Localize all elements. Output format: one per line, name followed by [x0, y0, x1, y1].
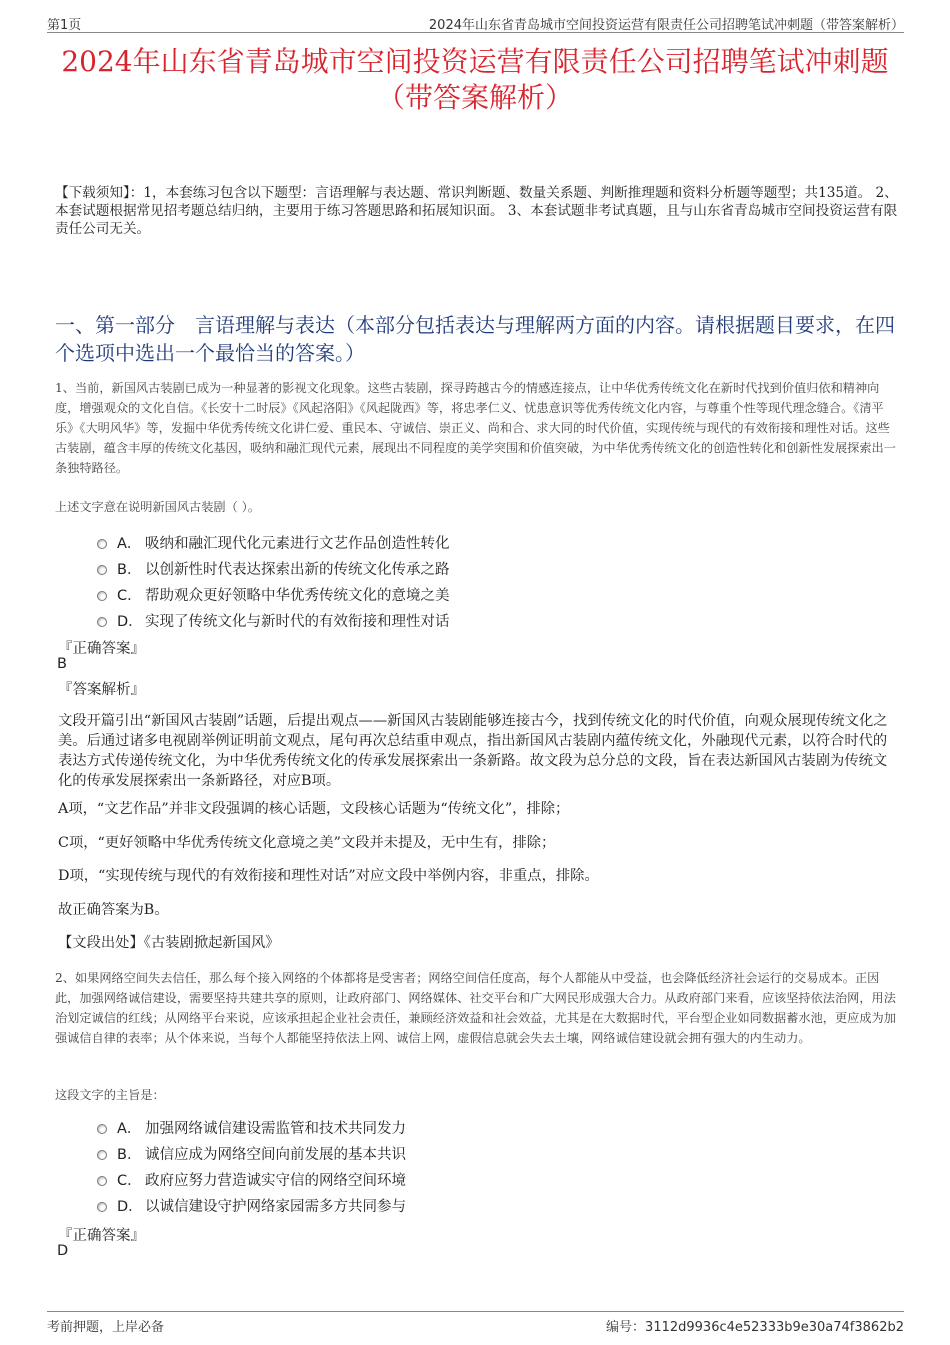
radio-icon[interactable] — [97, 1124, 107, 1134]
question-2-prompt: 这段文字的主旨是： — [55, 1088, 165, 1102]
question-1-prompt: 上述文字意在说明新国风古装剧（ ）。 — [55, 500, 260, 514]
question-2-text: 2、如果网络空间失去信任，那么每个接入网络的个体都将是受害者；网络空间信任度高，每个人都能从中受益，也会降低经济社会运行的交易成本。正因此，加强网络诚信建设，需要坚持共建共享的原则，让政府部门、网络媒体、社交平台和广大网民形成强大合力。从政府部门来看，应该坚持依法治网，用法治划定诚信的红线；从网络平台来说，应该承担起企业社会责任，兼顾经济效益和社会效益，尤其是在大数据时代，平台型企业如同数据蓄水池，更应成为加强诚信自律的表率；从个体来说，当每个人都能坚持依法上网、诚信上网，虚假信息就会失去土壤，网络诚信建设就会拥有强大的内生动力。 — [55, 971, 896, 1045]
header-doc-title: 2024年山东省青岛城市空间投资运营有限责任公司招聘笔试冲刺题（带答案解析） — [428, 18, 904, 33]
analysis-option-a: A项，“文艺作品”并非文段强调的核心话题，文段核心话题为“传统文化”，排除； — [58, 801, 570, 817]
radio-icon[interactable] — [97, 565, 107, 575]
option-d[interactable]: D． 以诚信建设守护网络家园需多方共同参与 — [97, 1192, 406, 1218]
section-title: 一、第一部分 言语理解与表达（本部分包括表达与理解两方面的内容。请根据题目要求，在四个选项中选出一个最恰当的答案。） — [55, 313, 895, 365]
page-footer — [47, 1311, 904, 1336]
footer-slogan: 考前押题，上岸必备 — [47, 1320, 165, 1335]
download-notice: 【下载须知】：1，本套练习包含以下题型：言语理解与表达题、常识判断题、数量关系题、判断推理题和资料分析题等题型；共135道。 2、本套试题根据常见招考题总结归纳，主要用于练习答题思路和拓展知识面。 3、本套试题非考试真题，且与山东省青岛城市空间投资运营有限责任公司无关。 — [55, 185, 898, 237]
correct-answer-label: 『正确答案』 — [58, 641, 145, 657]
option-b[interactable]: B． 以创新性时代表达探索出新的传统文化传承之路 — [97, 555, 450, 581]
radio-icon[interactable] — [97, 539, 107, 549]
radio-icon[interactable] — [97, 1150, 107, 1160]
correct-answer-label: 『正确答案』 — [58, 1228, 145, 1244]
page-header — [47, 10, 904, 33]
correct-answer-value: B — [57, 656, 67, 672]
option-a[interactable]: A． 加强网络诚信建设需监管和技术共同发力 — [97, 1114, 406, 1140]
correct-answer-value: D — [57, 1243, 69, 1259]
question-1-text: 1、当前，新国风古装剧已成为一种显著的影视文化现象。这些古装剧，探寻跨越古今的情感连接点，让中华优秀传统文化在新时代找到价值归依和精神向度，增强观众的文化自信。《长安十二时辰》《风起洛阳》《风起陇西》等，将忠孝仁义、忧患意识等优秀传统文化内容，与尊重个性等现代理念缝合。《清平乐》《大明风华》等，发掘中华优秀传统文化讲仁爱、重民本、守诚信、崇正义、尚和合、求大同的时代价值，实现传统与现代的有效衔接和理性对话。这些古装剧，蕴含丰厚的传统文化基因，吸纳和融汇现代元素，展现出不同程度的美学突围和价值突破，为中华优秀传统文化的创造性转化和创新性发展探索出一条独特路径。 — [55, 381, 896, 475]
question-1-options — [97, 529, 450, 633]
option-c[interactable]: C． 帮助观众更好领略中华优秀传统文化的意境之美 — [97, 581, 450, 607]
footer-serial: 编号：3112d9936c4e52333b9e30a74f3862b2 — [606, 1320, 904, 1335]
question-2-options — [97, 1114, 406, 1218]
analysis-option-d: D项，“实现传统与现代的有效衔接和理性对话”对应文段中举例内容，非重点，排除。 — [58, 868, 599, 884]
analysis-label: 『答案解析』 — [58, 682, 145, 698]
radio-icon[interactable] — [97, 1176, 107, 1186]
analysis-conclusion: 故正确答案为B。 — [58, 902, 169, 918]
text-source: 【文段出处】《古装剧掀起新国风》 — [58, 935, 280, 951]
radio-icon[interactable] — [97, 1202, 107, 1212]
option-d[interactable]: D． 实现了传统文化与新时代的有效衔接和理性对话 — [97, 607, 450, 633]
radio-icon[interactable] — [97, 617, 107, 627]
option-a[interactable]: A． 吸纳和融汇现代化元素进行文艺作品创造性转化 — [97, 529, 450, 555]
document-title: 2024年山东省青岛城市空间投资运营有限责任公司招聘笔试冲刺题（带答案解析） — [61, 45, 889, 114]
radio-icon[interactable] — [97, 591, 107, 601]
analysis-paragraph: 文段开篇引出“新国风古装剧”话题，后提出观点——新国风古装剧能够连接古今，找到传统文化的时代价值，向观众展现传统文化之美。后通过诸多电视剧举例证明前文观点，尾句再次总结重申观点，指出新国风古装剧内蕴传统文化，外融现代元素，以符合时代的表达方式传递传统文化，为中华优秀传统文化的传承发展探索出一条新路。故文段为总分总的文段，旨在表达新国风古装剧为传统文化的传承发展探索出一条新路径，对应B项。 — [58, 713, 888, 789]
option-b[interactable]: B． 诚信应成为网络空间向前发展的基本共识 — [97, 1140, 406, 1166]
analysis-option-c: C项，“更好领略中华优秀传统文化意境之美”文段并未提及，无中生有，排除； — [58, 835, 556, 851]
page-number: 第1页 — [47, 18, 82, 33]
option-c[interactable]: C． 政府应努力营造诚实守信的网络空间环境 — [97, 1166, 406, 1192]
